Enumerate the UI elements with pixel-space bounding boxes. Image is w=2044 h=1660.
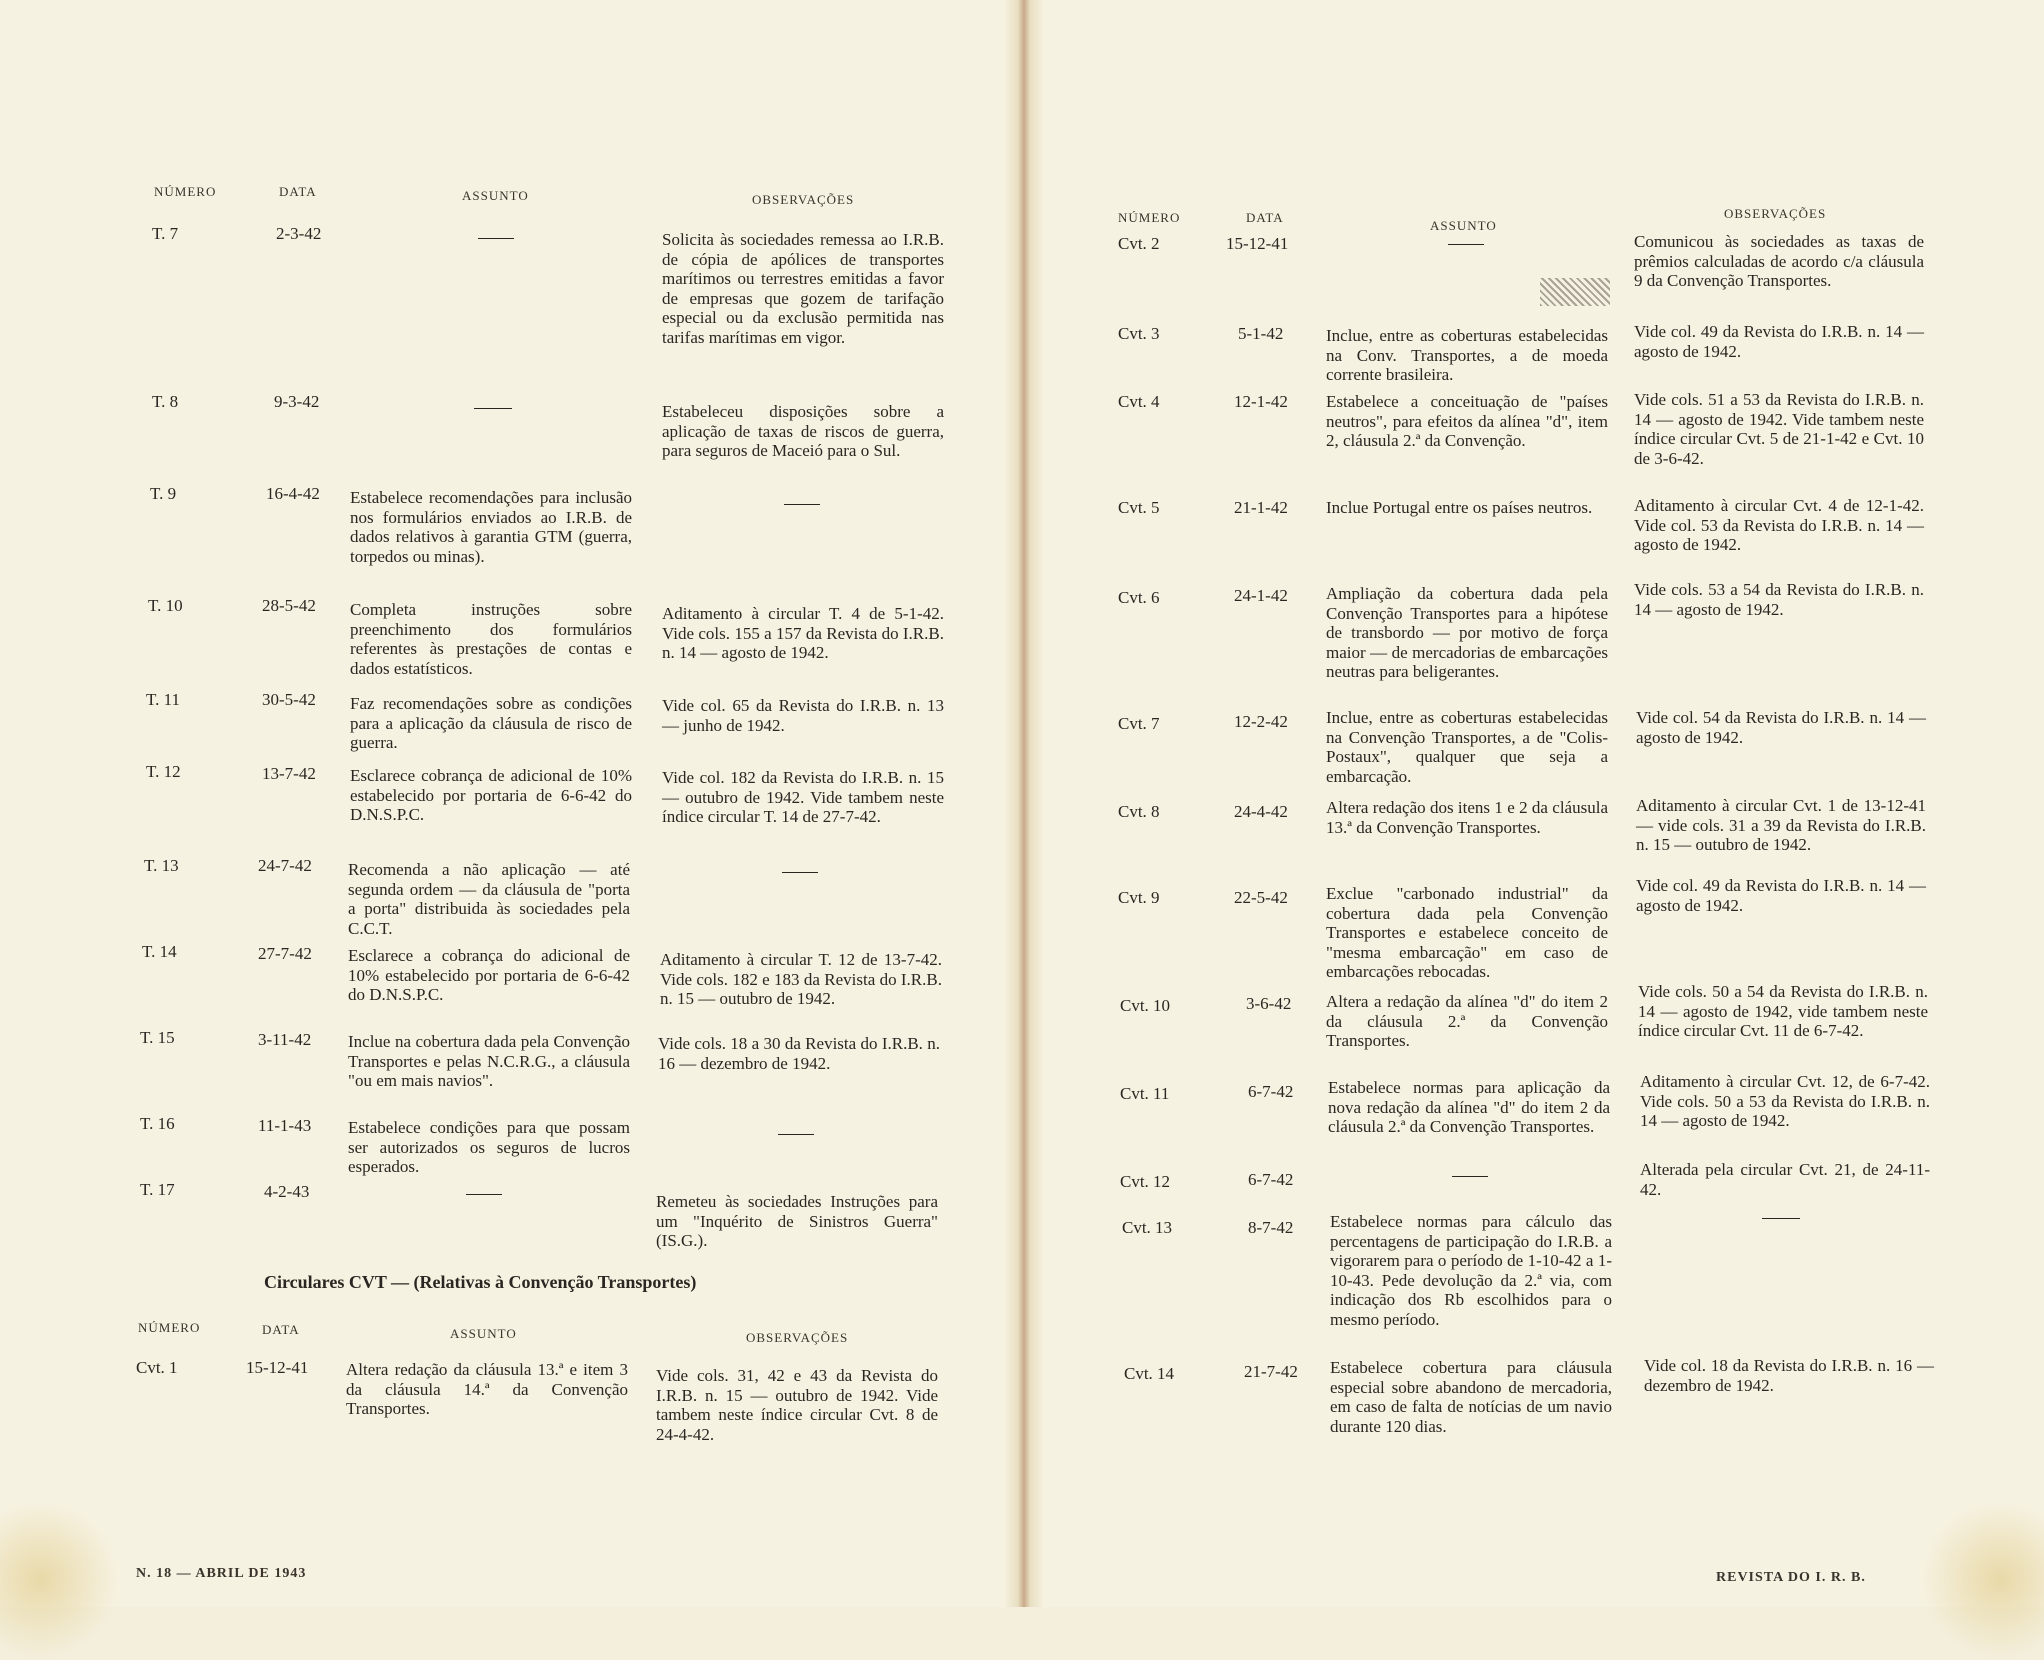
header-observacoes: OBSERVAÇÕES bbox=[746, 1330, 849, 1345]
row-observacoes: Vide col. 49 da Revista do I.R.B. n. 14 — agosto de 1942. bbox=[1634, 322, 1924, 361]
row-numero: Cvt. 6 bbox=[1118, 588, 1160, 607]
empty-dash bbox=[474, 408, 512, 409]
row-numero: Cvt. 3 bbox=[1118, 324, 1160, 343]
row-data: 12-1-42 bbox=[1234, 392, 1288, 411]
row-observacoes: Remeteu às sociedades Instruções para um "Inquérito de Sinistros Guerra" (IS.G.). bbox=[656, 1192, 938, 1250]
row-observacoes: Alterada pela circular Cvt. 21, de 24-11-42. bbox=[1640, 1160, 1930, 1199]
row-assunto: Altera a redação da alínea "d" do item 2 da cláusula 2.ª da Convenção Transportes. bbox=[1326, 992, 1608, 1050]
row-data: 21-7-42 bbox=[1244, 1362, 1298, 1381]
row-numero: Cvt. 4 bbox=[1118, 392, 1160, 411]
row-observacoes: Vide col. 54 da Revista do I.R.B. n. 14 — agosto de 1942. bbox=[1636, 708, 1926, 747]
row-numero: T. 15 bbox=[140, 1028, 175, 1047]
row-assunto: Estabelece normas para cálculo das percentagens de participação do I.R.B. a vigorarem para o período de 1-10-42 a 1-10-43. Pede devolução da 2.ª via, com indicação dos Rb escolhidos para o mesmo período. bbox=[1330, 1212, 1612, 1329]
row-data: 3-11-42 bbox=[258, 1030, 312, 1049]
row-observacoes: Aditamento à circular T. 12 de 13-7-42. Vide cols. 182 e 183 da Revista do I.R.B. n. 15 — outubro de 1942. bbox=[660, 950, 942, 1008]
row-observacoes: Vide cols. 53 a 54 da Revista do I.R.B. n. 14 — agosto de 1942. bbox=[1634, 580, 1924, 619]
row-numero: Cvt. 1 bbox=[136, 1358, 178, 1377]
row-observacoes: Vide cols. 51 a 53 da Revista do I.R.B. n. 14 — agosto de 1942. Vide tambem neste índice circular Cvt. 5 de 21-1-42 e Cvt. 10 de 3-6-42. bbox=[1634, 390, 1924, 468]
header-observacoes: OBSERVAÇÕES bbox=[752, 192, 855, 207]
row-assunto: Inclue Portugal entre os países neutros. bbox=[1326, 498, 1593, 517]
row-observacoes: Vide cols. 18 a 30 da Revista do I.R.B. n. 16 — dezembro de 1942. bbox=[658, 1034, 940, 1073]
row-data: 21-1-42 bbox=[1234, 498, 1288, 517]
page-footer: REVISTA DO I. R. B. bbox=[1716, 1570, 1866, 1585]
row-numero: Cvt. 14 bbox=[1124, 1364, 1175, 1383]
ink-smudge bbox=[1540, 278, 1610, 306]
row-assunto: Estabelece recomendações para inclusão nos formulários enviados ao I.R.B. de dados relativos à garantia GTM (guerra, torpedos ou minas). bbox=[350, 488, 632, 566]
header-numero: NÚMERO bbox=[154, 184, 217, 199]
row-observacoes: Aditamento à circular Cvt. 1 de 13-12-41 — vide cols. 31 a 39 da Revista do I.R.B. n. 15 — outubro de 1942. bbox=[1636, 796, 1926, 854]
empty-dash bbox=[1448, 244, 1484, 245]
empty-dash bbox=[466, 1194, 502, 1195]
row-numero: Cvt. 5 bbox=[1118, 498, 1160, 517]
row-data: 5-1-42 bbox=[1238, 324, 1284, 343]
row-numero: T. 7 bbox=[152, 224, 179, 243]
section-title: Circulares CVT — (Relativas à Convenção Transportes) bbox=[264, 1272, 697, 1292]
row-assunto: Esclarece a cobrança do adicional de 10% estabelecido por portaria de 6-6-42 do D.N.S.P.C. bbox=[348, 946, 630, 1004]
header-assunto: ASSUNTO bbox=[462, 188, 529, 203]
empty-dash bbox=[778, 1134, 814, 1135]
row-observacoes: Vide col. 49 da Revista do I.R.B. n. 14 — agosto de 1942. bbox=[1636, 876, 1926, 915]
row-data: 28-5-42 bbox=[262, 596, 316, 615]
row-data: 15-12-41 bbox=[1226, 234, 1289, 253]
row-assunto: Completa instruções sobre preenchimento dos formulários referentes às prestações de contas e dados estatísticos. bbox=[350, 600, 632, 678]
empty-dash bbox=[784, 504, 820, 505]
row-assunto: Estabelece cobertura para cláusula especial sobre abandono de mercadoria, em caso de falta de notícias de um navio durante 120 dias. bbox=[1330, 1358, 1612, 1436]
row-numero: T. 16 bbox=[140, 1114, 175, 1133]
row-assunto: Faz recomendações sobre as condições para a aplicação da cláusula de risco de guerra. bbox=[350, 694, 632, 752]
row-observacoes: Estabeleceu disposições sobre a aplicação de taxas de riscos de guerra, para seguros de Maceió para o Sul. bbox=[662, 402, 944, 460]
header-numero: NÚMERO bbox=[138, 1320, 201, 1335]
row-data: 30-5-42 bbox=[262, 690, 316, 709]
row-data: 24-4-42 bbox=[1234, 802, 1288, 821]
row-numero: T. 8 bbox=[152, 392, 179, 411]
row-observacoes: Vide col. 182 da Revista do I.R.B. n. 15 — outubro de 1942. Vide tambem neste índice circular T. 14 de 27-7-42. bbox=[662, 768, 944, 826]
row-data: 2-3-42 bbox=[276, 224, 322, 243]
header-assunto: ASSUNTO bbox=[1430, 218, 1497, 233]
row-observacoes: Vide cols. 31, 42 e 43 da Revista do I.R.B. n. 15 — outubro de 1942. Vide tambem neste índice circular Cvt. 8 de 24-4-42. bbox=[656, 1366, 938, 1444]
row-numero: Cvt. 13 bbox=[1122, 1218, 1173, 1237]
header-data: DATA bbox=[279, 184, 317, 199]
row-data: 6-7-42 bbox=[1248, 1170, 1294, 1189]
header-data: DATA bbox=[262, 1322, 300, 1337]
row-data: 6-7-42 bbox=[1248, 1082, 1294, 1101]
row-assunto: Recomenda a não aplicação — até segunda ordem — da cláusula de "porta a porta" distribuida às sociedades pela C.C.T. bbox=[348, 860, 630, 938]
row-data: 13-7-42 bbox=[262, 764, 316, 783]
row-data: 24-1-42 bbox=[1234, 586, 1288, 605]
empty-dash bbox=[1762, 1218, 1800, 1219]
book-gutter bbox=[1004, 0, 1044, 1607]
row-data: 8-7-42 bbox=[1248, 1218, 1294, 1237]
row-assunto: Inclue, entre as coberturas estabelecidas na Conv. Transportes, a de moeda corrente brasileira. bbox=[1326, 326, 1608, 384]
row-assunto: Estabelece condições para que possam ser autorizados os seguros de lucros esperados. bbox=[348, 1118, 630, 1176]
row-assunto: Altera redação da cláusula 13.ª e item 3 da cláusula 14.ª da Convenção Transportes. bbox=[346, 1360, 628, 1418]
row-assunto: Estabelece normas para aplicação da nova redação da alínea "d" do item 2 da cláusula 2.ª da Convenção Transportes. bbox=[1328, 1078, 1610, 1136]
row-assunto: Inclue na cobertura dada pela Convenção Transportes e pelas N.C.R.G., a cláusula "ou em mais navios". bbox=[348, 1032, 630, 1090]
row-data: 3-6-42 bbox=[1246, 994, 1292, 1013]
row-assunto: Estabelece a conceituação de "países neutros", para efeitos da alínea "d", item 2, cláusula 2.ª da Convenção. bbox=[1326, 392, 1608, 450]
row-numero: T. 12 bbox=[146, 762, 181, 781]
row-assunto: Altera redação dos itens 1 e 2 da cláusula 13.ª da Convenção Transportes. bbox=[1326, 798, 1608, 837]
header-numero: NÚMERO bbox=[1118, 210, 1181, 225]
row-numero: T. 17 bbox=[140, 1180, 175, 1199]
empty-dash bbox=[1452, 1176, 1488, 1177]
row-numero: Cvt. 9 bbox=[1118, 888, 1160, 907]
row-data: 27-7-42 bbox=[258, 944, 312, 963]
row-numero: Cvt. 8 bbox=[1118, 802, 1160, 821]
row-numero: Cvt. 10 bbox=[1120, 996, 1171, 1015]
row-assunto: Ampliação da cobertura dada pela Convenção Transportes para a hipótese de transbordo — por motivo de força maior — de mercadorias de embarcações neutras para beligerantes. bbox=[1326, 584, 1608, 681]
row-data: 11-1-43 bbox=[258, 1116, 312, 1135]
row-observacoes: Comunicou às sociedades as taxas de prêmios calculadas de acordo c/a cláusula 9 da Convenção Transportes. bbox=[1634, 232, 1924, 290]
empty-dash bbox=[782, 872, 818, 873]
row-numero: Cvt. 2 bbox=[1118, 234, 1160, 253]
row-data: 15-12-41 bbox=[246, 1358, 309, 1377]
row-observacoes: Aditamento à circular Cvt. 12, de 6-7-42. Vide cols. 50 a 53 da Revista do I.R.B. n. 14 — agosto de 1942. bbox=[1640, 1072, 1930, 1130]
row-assunto: Esclarece cobrança de adicional de 10% estabelecido por portaria de 6-6-42 do D.N.S.P.C. bbox=[350, 766, 632, 824]
row-observacoes: Vide col. 18 da Revista do I.R.B. n. 16 — dezembro de 1942. bbox=[1644, 1356, 1934, 1395]
row-data: 24-7-42 bbox=[258, 856, 312, 875]
row-data: 16-4-42 bbox=[266, 484, 320, 503]
row-numero: Cvt. 12 bbox=[1120, 1172, 1171, 1191]
row-data: 22-5-42 bbox=[1234, 888, 1288, 907]
header-assunto: ASSUNTO bbox=[450, 1326, 517, 1341]
row-observacoes: Solicita às sociedades remessa ao I.R.B. de cópia de apólices de transportes marítimos ou terrestres emitidas a favor de empresas que gozem de tarifação especial ou da exclusão permitida nas tarifas marítimas em vigor. bbox=[662, 230, 944, 347]
row-data: 9-3-42 bbox=[274, 392, 320, 411]
row-observacoes: Aditamento à circular Cvt. 4 de 12-1-42. Vide col. 53 da Revista do I.R.B. n. 14 — agosto de 1942. bbox=[1634, 496, 1924, 554]
row-numero: T. 9 bbox=[150, 484, 177, 503]
row-numero: T. 10 bbox=[148, 596, 183, 615]
row-numero: Cvt. 7 bbox=[1118, 714, 1160, 733]
row-observacoes: Vide col. 65 da Revista do I.R.B. n. 13 — junho de 1942. bbox=[662, 696, 944, 735]
empty-dash bbox=[478, 238, 514, 239]
row-observacoes: Vide cols. 50 a 54 da Revista do I.R.B. n. 14 — agosto de 1942, vide tambem neste índice circular Cvt. 11 de 6-7-42. bbox=[1638, 982, 1928, 1040]
row-assunto: Exclue "carbonado industrial" da cobertura dada pela Convenção Transportes e estabelece conceito de "mesma embarcação" em caso de embarcações rebocadas. bbox=[1326, 884, 1608, 981]
header-data: DATA bbox=[1246, 210, 1284, 225]
row-assunto: Inclue, entre as coberturas estabelecidas na Convenção Transportes, a de "Colis-Postaux", qualquer que seja a embarcação. bbox=[1326, 708, 1608, 786]
page-footer: N. 18 — ABRIL DE 1943 bbox=[136, 1566, 307, 1581]
row-data: 4-2-43 bbox=[264, 1182, 310, 1201]
row-numero: Cvt. 11 bbox=[1120, 1084, 1170, 1103]
row-numero: T. 11 bbox=[146, 690, 180, 709]
row-observacoes: Aditamento à circular T. 4 de 5-1-42. Vide cols. 155 a 157 da Revista do I.R.B. n. 14 — agosto de 1942. bbox=[662, 604, 944, 662]
header-observacoes: OBSERVAÇÕES bbox=[1724, 206, 1827, 221]
row-numero: T. 14 bbox=[142, 942, 177, 961]
row-data: 12-2-42 bbox=[1234, 712, 1288, 731]
row-numero: T. 13 bbox=[144, 856, 179, 875]
